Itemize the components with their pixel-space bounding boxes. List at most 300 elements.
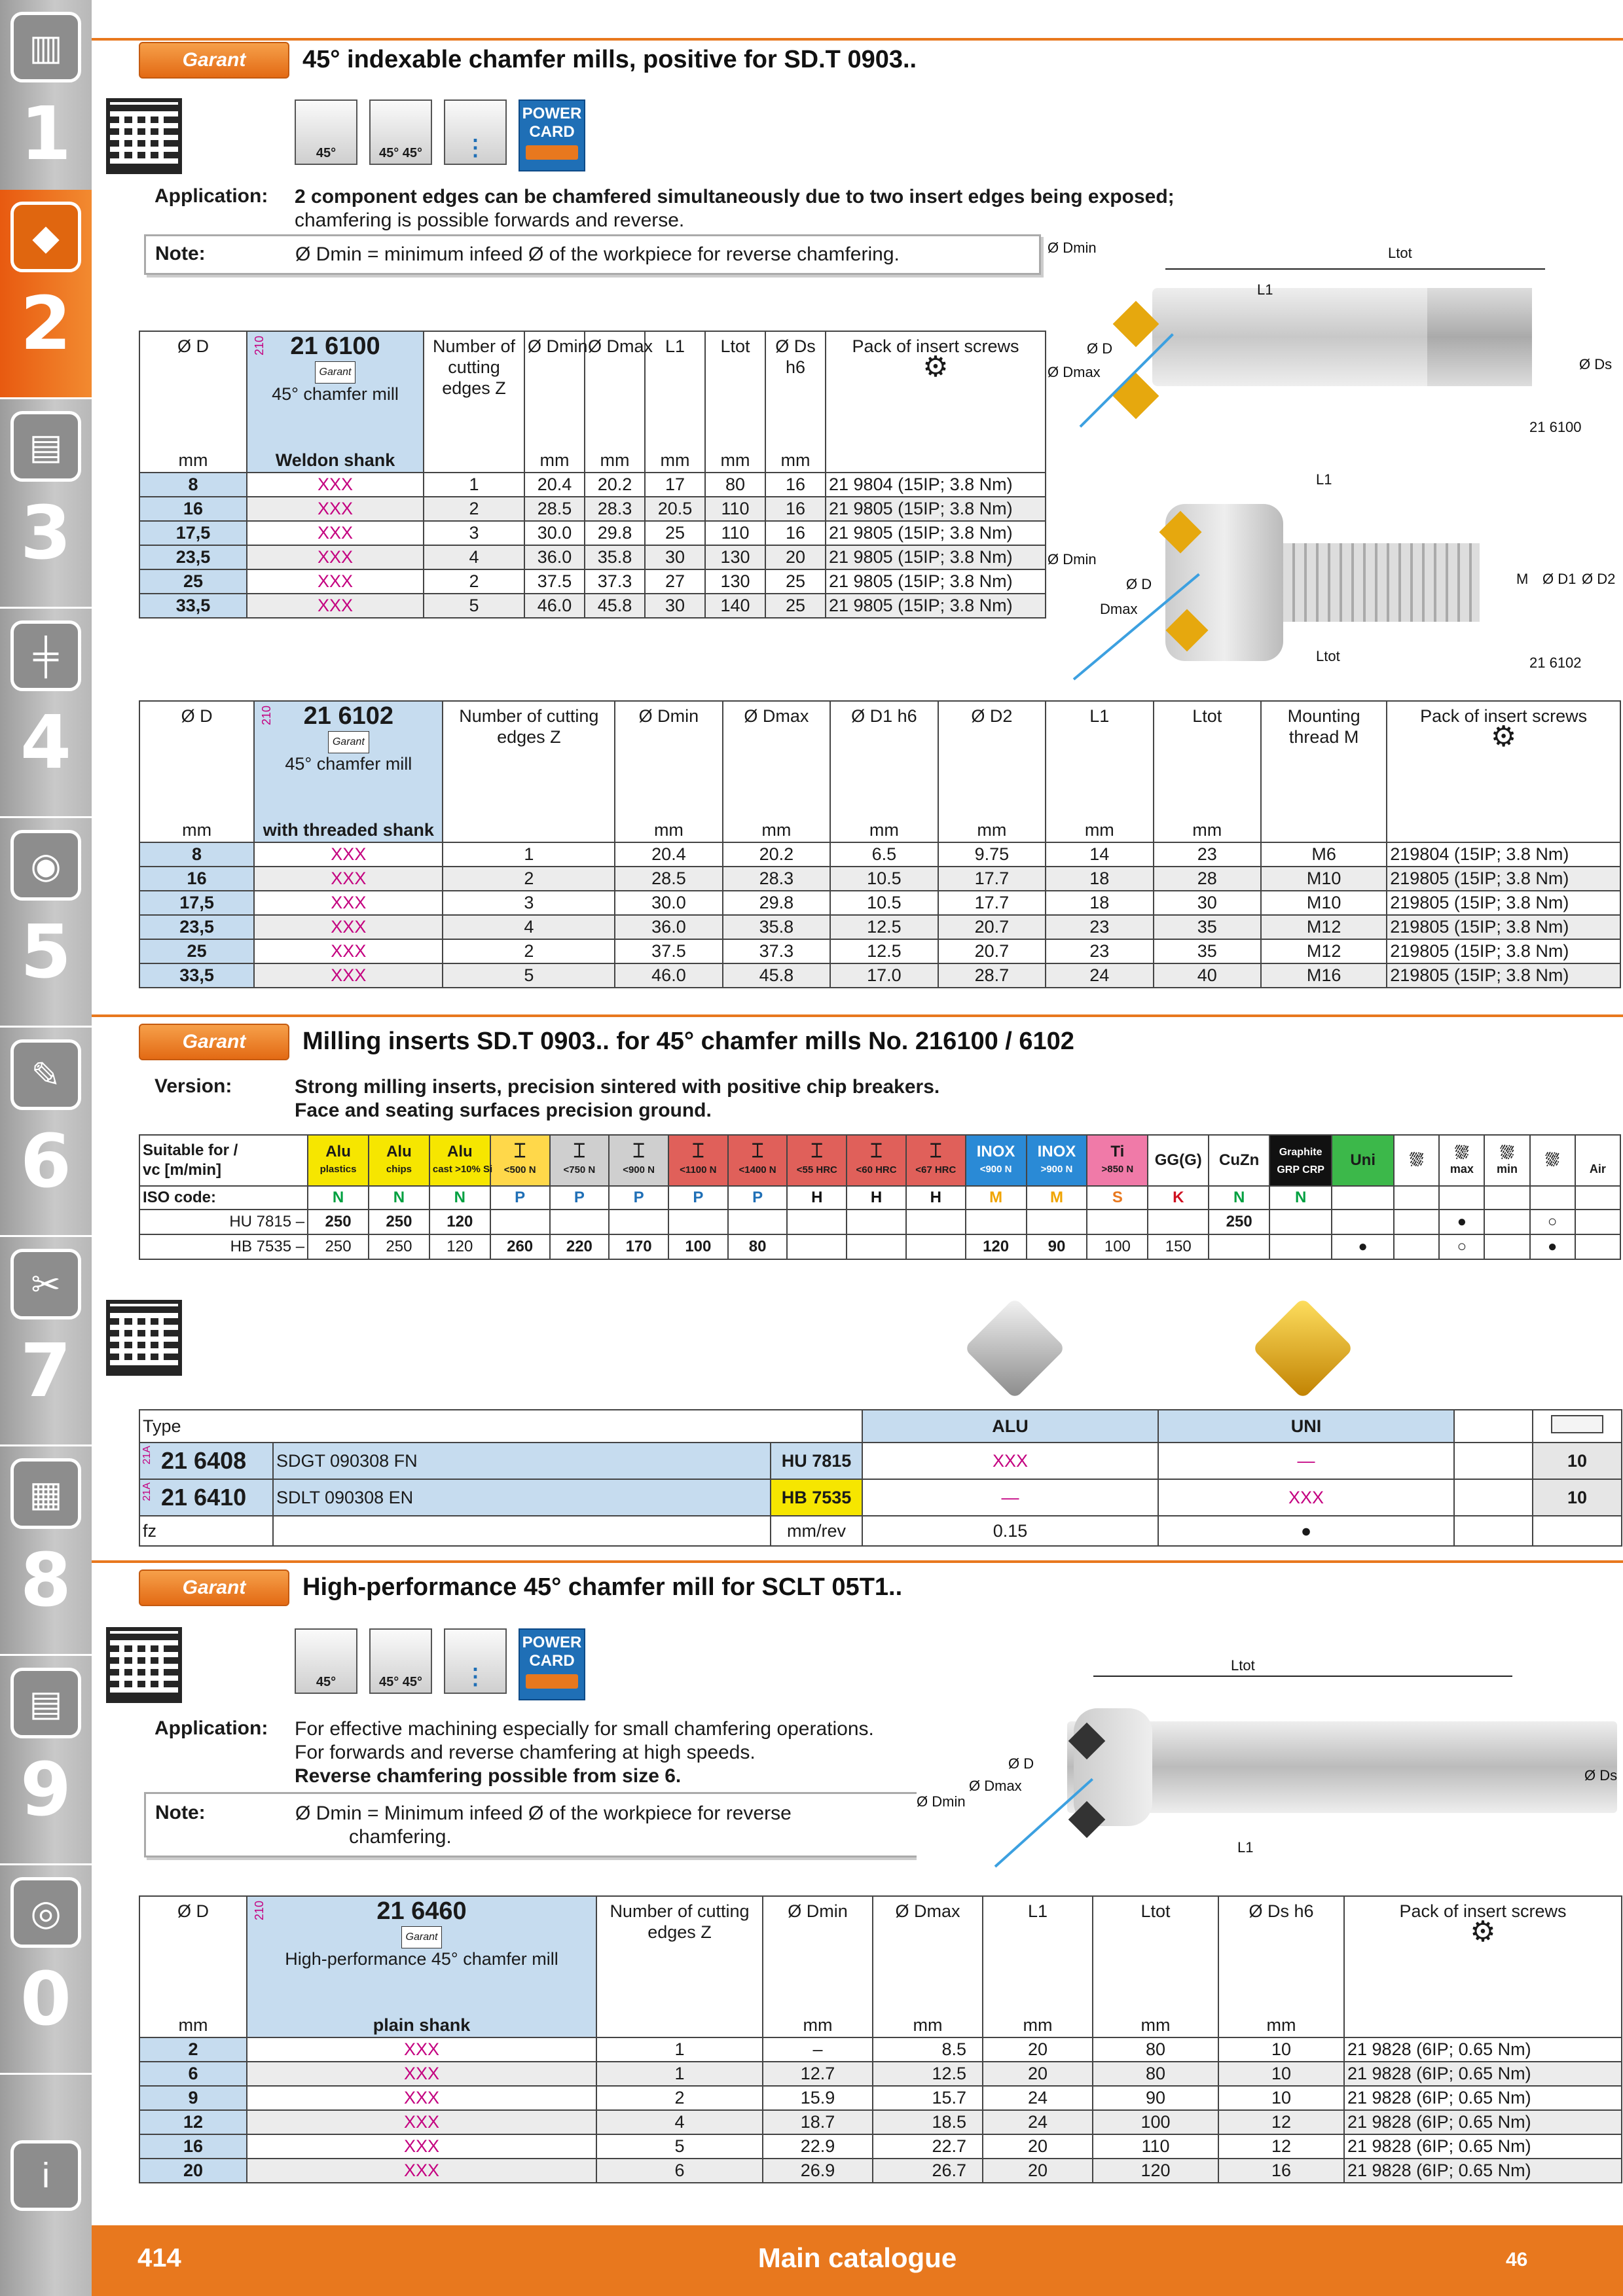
table-row[interactable] xyxy=(139,545,1046,569)
version-text: Strong milling inserts, precision sintered with positive chip breakers. Face and seating surfaces precision ground. xyxy=(295,1076,940,1121)
table-cell: 2 xyxy=(443,939,615,963)
threaded-shank xyxy=(1283,543,1480,622)
table-cell: 26.7 xyxy=(873,2159,983,2183)
table-row[interactable] xyxy=(139,569,1046,594)
table-cell: 17,5 xyxy=(139,521,247,545)
table-cell: 110 xyxy=(1093,2134,1218,2159)
table-row[interactable] xyxy=(139,915,1620,939)
table-cell: 28.5 xyxy=(615,867,722,891)
sidebar-tab-8[interactable]: ▦ 8 xyxy=(0,1446,92,1656)
sidebar-tab-5[interactable]: ◉ 5 xyxy=(0,818,92,1028)
material-column-4: ⌶ <750 N xyxy=(550,1135,610,1186)
table-cell: 219805 (15IP; 3.8 Nm) xyxy=(1387,939,1620,963)
vc-value xyxy=(668,1210,728,1234)
table-cell: 16 xyxy=(139,867,254,891)
vc-value: 250 xyxy=(308,1234,369,1259)
table-cell: 21 9828 (6IP; 0.65 Nm) xyxy=(1344,2110,1622,2134)
insert-grade: HB 7535 xyxy=(771,1479,862,1516)
screws-header: Pack of insert screws ⚙ xyxy=(1344,1896,1622,2014)
table-cell: 140 xyxy=(705,594,765,618)
table-cell: 14 xyxy=(1046,842,1153,867)
table-cell: 25 xyxy=(645,521,705,545)
vc-value xyxy=(609,1210,668,1234)
material-icon: ⌶ xyxy=(811,1139,823,1162)
sidebar-tab-3[interactable]: ▤ 3 xyxy=(0,399,92,609)
table-cell: – xyxy=(763,2037,873,2062)
material-column-7: ⌶ <1400 N xyxy=(728,1135,788,1186)
material-icon: ⌶ xyxy=(692,1139,704,1162)
table-cell: 28.7 xyxy=(938,963,1046,988)
table-cell: 219805 (15IP; 3.8 Nm) xyxy=(1387,915,1620,939)
table-cell: XXX xyxy=(247,521,424,545)
table-cell: 35.8 xyxy=(585,545,645,569)
vc-value xyxy=(1209,1234,1269,1259)
table-cell: 17.0 xyxy=(830,963,938,988)
table-cell: 12.5 xyxy=(830,915,938,939)
vc-value: 100 xyxy=(1087,1234,1148,1259)
ltot-dimension xyxy=(1165,268,1545,270)
table-cell: 23 xyxy=(1046,915,1153,939)
product-code-cell: 210 21 6460 Garant High-performance 45° chamfer mill xyxy=(247,1896,596,2014)
table-cell: 37.5 xyxy=(615,939,722,963)
coolant-value: ● xyxy=(1439,1210,1484,1234)
table-cell: 12.5 xyxy=(873,2062,983,2086)
garant-logo: Garant xyxy=(139,42,289,79)
table-cell: 12 xyxy=(139,2110,247,2134)
table-row[interactable] xyxy=(139,2037,1622,2062)
vc-value xyxy=(490,1210,550,1234)
table-cell: XXX xyxy=(247,2134,596,2159)
vc-value: 250 xyxy=(369,1210,429,1234)
table-cell: 15.9 xyxy=(763,2086,873,2110)
material-column-2: Alu cast >10% Si xyxy=(429,1135,490,1186)
vc-value: 250 xyxy=(369,1234,429,1259)
table-cell: 5 xyxy=(443,963,615,988)
product-table-216460: Ø D 210 21 6460 Garant High-performance 45° chamfer mill Number of cutting edges Z Ø Dmin Ø Dmax L1 Ltot Ø Ds h6 Pack of insert screws ⚙ mm plain shank mm mm mm mm mm 2 XXX 1 – 8.5 20 80 10 21 9828 (6IP; 0.65 Nm) 6 XXX 1 12.7 12.5 20 80 10 21 9828 (6IP; 0.65 Nm) 9 XXX 2 15.9 15.7 24 90 10 21 9828 (6IP; 0.65 Nm) 12 XXX 4 18.7 18.5 24 100 12 21 9828 (6IP; 0.65 Nm) 16 XXX 5 22.9 22.7 20 110 12 21 9828 (6IP; 0.65 Nm) 20 XXX 6 26.9 26.7 20 120 16 21 9828 (6IP; 0.65 Nm) xyxy=(139,1895,1622,2183)
table-cell: 30.0 xyxy=(615,891,722,915)
info-icon: i xyxy=(10,2140,81,2211)
chamfer-45-icon: 45° xyxy=(295,1628,357,1694)
material-column-0: Alu plastics xyxy=(308,1135,369,1186)
vc-value: 250 xyxy=(1209,1210,1269,1234)
table-cell: 2 xyxy=(139,2037,247,2062)
sidebar-tab-6[interactable]: ✎ 6 xyxy=(0,1028,92,1237)
vc-value: 120 xyxy=(429,1210,490,1234)
table-cell: 219805 (15IP; 3.8 Nm) xyxy=(1387,963,1620,988)
material-column-9: ⌶ <60 HRC xyxy=(847,1135,906,1186)
material-suitability-table xyxy=(139,1134,1621,1260)
table-cell: 2 xyxy=(424,497,524,521)
table-cell: XXX xyxy=(254,891,443,915)
material-column-17: Uni xyxy=(1332,1135,1394,1186)
iso-code xyxy=(1332,1186,1394,1210)
table-row[interactable] xyxy=(139,963,1620,988)
vc-value: 220 xyxy=(550,1234,610,1259)
insert-description: SDLT 090308 EN xyxy=(273,1479,771,1516)
chamfer-double-icon: 45° 45° xyxy=(369,99,432,165)
qr-code[interactable] xyxy=(106,1627,182,1703)
table-cell: 26.9 xyxy=(763,2159,873,2183)
coolant-icon: ⛆ xyxy=(1410,1149,1424,1170)
table-cell: M6 xyxy=(1261,842,1387,867)
table-cell: 20 xyxy=(983,2134,1093,2159)
footer-index: 46 xyxy=(1506,2249,1528,2270)
table-cell: 30.0 xyxy=(524,521,585,545)
vc-value xyxy=(787,1234,847,1259)
table-cell: XXX xyxy=(254,867,443,891)
table-cell: 16 xyxy=(1218,2159,1344,2183)
material-icon: ⌶ xyxy=(573,1139,585,1162)
vc-value: 120 xyxy=(966,1234,1027,1259)
table-cell: 1 xyxy=(424,473,524,497)
material-icon: ⌶ xyxy=(514,1139,526,1162)
vc-value xyxy=(966,1210,1027,1234)
product-code-cell: 210 21 6102 Garant 45° chamfer mill xyxy=(254,701,443,819)
sidebar-tab-2[interactable]: ◆ 2 xyxy=(0,190,92,399)
garant-logo: Garant xyxy=(139,1024,289,1060)
table-cell: 35.8 xyxy=(723,915,830,939)
table-cell: 21 9805 (15IP; 3.8 Nm) xyxy=(826,594,1046,618)
iso-code: H xyxy=(847,1186,906,1210)
page-footer xyxy=(92,2225,1623,2296)
table-cell: 12 xyxy=(1218,2134,1344,2159)
table-cell: M12 xyxy=(1261,915,1387,939)
table-cell: 21 9828 (6IP; 0.65 Nm) xyxy=(1344,2086,1622,2110)
table-cell: 23,5 xyxy=(139,545,247,569)
table-row[interactable] xyxy=(139,594,1046,618)
product-code-cell: 210 21 6100 Garant 45° chamfer mill xyxy=(247,331,424,449)
application-label: Application: xyxy=(155,185,268,207)
pack-quantity: 10 xyxy=(1533,1479,1622,1516)
vc-value: 260 xyxy=(490,1234,550,1259)
table-cell: 6.5 xyxy=(830,842,938,867)
table-cell: 30 xyxy=(1154,891,1261,915)
table-cell: XXX xyxy=(254,939,443,963)
table-cell: XXX xyxy=(247,569,424,594)
sidebar-tab-9[interactable]: ▤ 9 xyxy=(0,1656,92,1865)
table-cell: 20.4 xyxy=(615,842,722,867)
table-cell: 10.5 xyxy=(830,867,938,891)
table-cell: 219805 (15IP; 3.8 Nm) xyxy=(1387,867,1620,891)
iso-code: N xyxy=(369,1186,429,1210)
table-cell: 10 xyxy=(1218,2086,1344,2110)
table-cell: 2 xyxy=(596,2086,763,2110)
screws-icon: ⚙ xyxy=(1490,721,1517,753)
section-title: 45° indexable chamfer mills, positive for SD.T 0903.. xyxy=(302,46,917,73)
section-title: High-performance 45° chamfer mill for SCLT 05T1.. xyxy=(302,1573,903,1601)
insert-availability: — xyxy=(1158,1443,1454,1479)
power-card-badge: POWER CARD xyxy=(519,99,585,171)
safety-glasses-icon: ◎ xyxy=(10,1877,81,1948)
insert-row[interactable] xyxy=(139,1479,1622,1516)
table-cell: 17.7 xyxy=(938,891,1046,915)
table-cell: 35 xyxy=(1154,915,1261,939)
pliers-icon: ✂ xyxy=(10,1249,81,1319)
table-cell: 6 xyxy=(139,2062,247,2086)
table-cell: 23 xyxy=(1046,939,1153,963)
material-column-14: GG(G) xyxy=(1148,1135,1209,1186)
table-cell: 15.7 xyxy=(873,2086,983,2110)
iso-code: H xyxy=(787,1186,847,1210)
table-cell: 46.0 xyxy=(615,963,722,988)
material-column-15: CuZn xyxy=(1209,1135,1269,1186)
chamfer-mill-weldon-diagram: Ø Dmin Ltot L1 Ø D Ø Dmax Ø Ds 21 6100 xyxy=(1048,236,1617,445)
material-icon: ⌶ xyxy=(752,1139,764,1162)
iso-code: N xyxy=(308,1186,369,1210)
iso-code: N xyxy=(1209,1186,1269,1210)
coolant-value xyxy=(1575,1234,1620,1259)
table-cell: 4 xyxy=(424,545,524,569)
material-icon: ⌶ xyxy=(632,1139,645,1162)
table-cell: 29.8 xyxy=(723,891,830,915)
tap-icon: ▤ xyxy=(10,411,81,482)
iso-code: P xyxy=(728,1186,788,1210)
sidebar-tab-7[interactable]: ✂ 7 xyxy=(0,1237,92,1446)
application-text: 2 component edges can be chamfered simultaneously due to two insert edges being exposed; chamfering is possible forwards and reverse. xyxy=(295,186,1175,231)
section-divider xyxy=(92,1014,1623,1017)
table-cell: 28.3 xyxy=(585,497,645,521)
iso-code: N xyxy=(1269,1186,1332,1210)
vc-value xyxy=(906,1234,966,1259)
table-cell: 20.7 xyxy=(938,939,1046,963)
iso-code: P xyxy=(490,1186,550,1210)
table-cell: 3 xyxy=(443,891,615,915)
coolant-icon: ⛆ xyxy=(1455,1142,1469,1162)
table-cell: 3 xyxy=(424,521,524,545)
grade-row[interactable] xyxy=(139,1234,1620,1259)
table-cell: 12 xyxy=(1218,2110,1344,2134)
table-cell: 30 xyxy=(645,594,705,618)
table-cell: 21 9804 (15IP; 3.8 Nm) xyxy=(826,473,1046,497)
vc-value xyxy=(1332,1210,1394,1234)
table-cell: M10 xyxy=(1261,891,1387,915)
table-cell: XXX xyxy=(247,594,424,618)
high-performance-mill-diagram: Ltot Ø D Ø Dmax Ø Dmin Ø Ds L1 xyxy=(917,1643,1621,1885)
table-cell: 219805 (15IP; 3.8 Nm) xyxy=(1387,891,1620,915)
coolant-column-4: Air xyxy=(1575,1135,1620,1186)
table-cell: XXX xyxy=(247,473,424,497)
chamfer-mill-threaded-diagram: L1 Ø Dmin Ø D Dmax M Ø D1 Ø D2 Ltot 21 6102 xyxy=(1048,458,1617,681)
table-cell: 20.2 xyxy=(585,473,645,497)
table-cell: 29.8 xyxy=(585,521,645,545)
table-cell: XXX xyxy=(254,915,443,939)
table-cell: 16 xyxy=(765,521,826,545)
table-cell: 21 9805 (15IP; 3.8 Nm) xyxy=(826,569,1046,594)
table-cell: 22.7 xyxy=(873,2134,983,2159)
qr-code[interactable] xyxy=(106,98,182,174)
iso-code: P xyxy=(609,1186,668,1210)
table-cell: 25 xyxy=(139,939,254,963)
sidebar-tab-info[interactable] xyxy=(0,2075,92,2225)
table-row[interactable] xyxy=(139,2159,1622,2183)
table-row[interactable] xyxy=(139,842,1620,867)
iso-code: M xyxy=(966,1186,1027,1210)
table-cell: 10.5 xyxy=(830,891,938,915)
screws-icon: ⚙ xyxy=(922,351,949,383)
coolant-value xyxy=(1394,1234,1439,1259)
table-cell: 40 xyxy=(1154,963,1261,988)
table-cell: 21 9828 (6IP; 0.65 Nm) xyxy=(1344,2062,1622,2086)
table-cell: 36.0 xyxy=(615,915,722,939)
table-cell: 80 xyxy=(705,473,765,497)
table-cell: 18.5 xyxy=(873,2110,983,2134)
table-cell: XXX xyxy=(247,2086,596,2110)
coolant-value: ● xyxy=(1530,1234,1575,1259)
table-cell: 20 xyxy=(983,2159,1093,2183)
table-cell: 16 xyxy=(139,497,247,521)
table-cell: 37.3 xyxy=(585,569,645,594)
table-row[interactable] xyxy=(139,2110,1622,2134)
table-cell: 130 xyxy=(705,545,765,569)
section-divider xyxy=(92,1560,1623,1563)
table-cell: 90 xyxy=(1093,2086,1218,2110)
table-row[interactable] xyxy=(139,521,1046,545)
table-cell: 18 xyxy=(1046,891,1153,915)
vc-value xyxy=(550,1210,610,1234)
table-cell: 9 xyxy=(139,2086,247,2110)
table-cell: XXX xyxy=(247,2062,596,2086)
table-row[interactable] xyxy=(139,473,1046,497)
sidebar-tab-1[interactable]: ▥ 1 xyxy=(0,0,92,209)
pack-quantity: 10 xyxy=(1533,1443,1622,1479)
material-column-5: ⌶ <900 N xyxy=(609,1135,668,1186)
material-column-8: ⌶ <55 HRC xyxy=(787,1135,847,1186)
vc-value: 250 xyxy=(308,1210,369,1234)
coolant-icon: ⋮ xyxy=(444,99,507,165)
table-row[interactable] xyxy=(139,2062,1622,2086)
table-row[interactable] xyxy=(139,2134,1622,2159)
iso-code: N xyxy=(429,1186,490,1210)
table-row[interactable] xyxy=(139,497,1046,521)
material-column-13: Ti >850 N xyxy=(1087,1135,1148,1186)
insert-availability: XXX xyxy=(1158,1479,1454,1516)
insert-availability: — xyxy=(862,1479,1158,1516)
coolant-value: ○ xyxy=(1530,1210,1575,1234)
table-cell: 20 xyxy=(983,2037,1093,2062)
table-cell: 1 xyxy=(596,2037,763,2062)
vc-value xyxy=(847,1210,906,1234)
chapter-sidebar xyxy=(0,0,92,2296)
vc-value xyxy=(1269,1234,1332,1259)
table-cell: 6 xyxy=(596,2159,763,2183)
ltot-dimension xyxy=(1093,1676,1512,1677)
table-cell: 21 9805 (15IP; 3.8 Nm) xyxy=(826,545,1046,569)
qr-code[interactable] xyxy=(106,1300,182,1376)
material-icon: ⌶ xyxy=(930,1139,942,1162)
table-cell: 45.8 xyxy=(723,963,830,988)
table-cell: 80 xyxy=(1093,2062,1218,2086)
product-table-216102: Ø D 210 21 6102 Garant 45° chamfer mill Number of cutting edges Z Ø Dmin Ø Dmax Ø D1 h6 Ø D2 L1 Ltot Mounting thread M Pack of insert screws ⚙ mm with threaded shank mm mm mm mm mm mm 8 XXX 1 20.4 20.2 6.5 9.75 14 23 M6 219804 (15IP; 3.8 Nm) 16 XXX 2 28.5 28.3 10.5 17.7 18 28 M10 219805 (15IP; 3.8 Nm) 17,5 XXX 3 30.0 29.8 10.5 17.7 18 30 M10 219805 (15IP; 3.8 Nm) 23,5 XXX 4 36.0 35.8 12.5 20.7 23 35 M12 219805 (15IP; 3.8 Nm) 25 XXX 2 37.5 37.3 12.5 20.7 23 35 M12 219805 (15IP; 3.8 Nm) 33,5 XXX 5 46.0 45.8 17.0 28.7 24 40 M16 219805 (15IP; 3.8 Nm) xyxy=(139,700,1621,988)
drill-icon: ▥ xyxy=(10,12,81,82)
table-cell: 28.5 xyxy=(524,497,585,521)
table-cell: 20 xyxy=(139,2159,247,2183)
table-cell: 4 xyxy=(596,2110,763,2134)
table-cell: 25 xyxy=(139,569,247,594)
table-cell: 12.5 xyxy=(830,939,938,963)
table-cell: 46.0 xyxy=(524,594,585,618)
note-box: Note: Ø Dmin = Minimum infeed Ø of the workpiece for reverse chamfering. xyxy=(144,1792,1002,1857)
sidebar-tab-0[interactable]: ◎ 0 xyxy=(0,1865,92,2075)
table-cell: 219804 (15IP; 3.8 Nm) xyxy=(1387,842,1620,867)
vc-value xyxy=(847,1234,906,1259)
page-number: 414 xyxy=(137,2244,181,2272)
table-cell: 9.75 xyxy=(938,842,1046,867)
screws-header: Pack of insert screws ⚙ xyxy=(1387,701,1620,819)
vc-value: 100 xyxy=(668,1234,728,1259)
table-cell: 17,5 xyxy=(139,891,254,915)
grade-name: HB 7535 – xyxy=(139,1234,308,1259)
table-cell: 25 xyxy=(765,594,826,618)
screws-header: Pack of insert screws ⚙ xyxy=(826,331,1046,449)
alu-insert-image xyxy=(976,1309,1054,1388)
table-cell: 18.7 xyxy=(763,2110,873,2134)
table-cell: 2 xyxy=(424,569,524,594)
table-cell: 37.3 xyxy=(723,939,830,963)
iso-code: P xyxy=(668,1186,728,1210)
coolant-value: ○ xyxy=(1439,1234,1484,1259)
table-cell: 110 xyxy=(705,521,765,545)
insert-grade: HU 7815 xyxy=(771,1443,862,1479)
coolant-column-0 xyxy=(1394,1135,1439,1186)
vc-value xyxy=(728,1210,788,1234)
table-cell: 21 9805 (15IP; 3.8 Nm) xyxy=(826,497,1046,521)
material-column-16: Graphite GRP CRP xyxy=(1269,1135,1332,1186)
coolant-column-1: ⛆ max xyxy=(1439,1135,1484,1186)
material-column-10: ⌶ <67 HRC xyxy=(906,1135,966,1186)
table-cell: 20 xyxy=(983,2062,1093,2086)
coolant-value xyxy=(1575,1210,1620,1234)
coolant-value xyxy=(1484,1210,1529,1234)
insert-row[interactable] xyxy=(139,1443,1622,1479)
table-cell: 1 xyxy=(596,2062,763,2086)
table-cell: 8 xyxy=(139,473,247,497)
table-cell: 21 9828 (6IP; 0.65 Nm) xyxy=(1344,2037,1622,2062)
table-cell: 8 xyxy=(139,842,254,867)
caliper-icon: ╪ xyxy=(10,620,81,691)
table-cell: 24 xyxy=(983,2110,1093,2134)
table-cell: 35 xyxy=(1154,939,1261,963)
coolant-icon: ⋮ xyxy=(444,1628,507,1694)
table-cell: 4 xyxy=(443,915,615,939)
vc-value: 90 xyxy=(1027,1234,1087,1259)
table-cell: 20.2 xyxy=(723,842,830,867)
table-cell: 12.7 xyxy=(763,2062,873,2086)
table-row[interactable] xyxy=(139,939,1620,963)
sidebar-tab-4[interactable]: ╪ 4 xyxy=(0,609,92,818)
table-row[interactable] xyxy=(139,2086,1622,2110)
table-cell: 20.7 xyxy=(938,915,1046,939)
product-table-216100: Ø D 210 21 6100 Garant 45° chamfer mill Number of cutting edges Z Ø Dmin Ø Dmax L1 Ltot Ø Ds h6 Pack of insert screws ⚙ mm Weldon shank mm mm mm mm mm 8 XXX 1 20.4 20.2 17 80 16 21 9804 (15IP; 3.8 Nm) 16 XXX 2 28.5 28.3 20.5 110 16 21 9805 (15IP; 3.8 Nm) 17,5 XXX 3 30.0 29.8 25 110 16 21 9805 (15IP; 3.8 Nm) 23,5 XXX 4 36.0 35.8 30 130 20 21 9805 (15IP; 3.8 Nm) 25 XXX 2 37.5 37.3 27 130 25 21 9805 (15IP; 3.8 Nm) 33,5 XXX 5 46.0 45.8 30 140 25 21 9805 (15IP; 3.8 Nm) xyxy=(139,331,1046,619)
table-row[interactable] xyxy=(139,891,1620,915)
material-column-11: INOX <900 N xyxy=(966,1135,1027,1186)
insert-code-cell: 21A 21 6410 xyxy=(139,1479,273,1516)
coolant-icon: ⛆ xyxy=(1545,1149,1559,1170)
table-row[interactable] xyxy=(139,867,1620,891)
table-cell: XXX xyxy=(247,2110,596,2134)
material-icon: ⌶ xyxy=(870,1139,883,1162)
chamfer-45-icon: 45° xyxy=(295,99,357,165)
coolant-column-2: ⛆ min xyxy=(1484,1135,1529,1186)
table-cell: 28 xyxy=(1154,867,1261,891)
table-cell: 23 xyxy=(1154,842,1261,867)
grade-row[interactable] xyxy=(139,1210,1620,1234)
uni-insert-image xyxy=(1264,1309,1342,1388)
table-cell: 24 xyxy=(1046,963,1153,988)
vc-value xyxy=(787,1210,847,1234)
table-cell: M10 xyxy=(1261,867,1387,891)
iso-code: S xyxy=(1087,1186,1148,1210)
table-cell: 30 xyxy=(645,545,705,569)
